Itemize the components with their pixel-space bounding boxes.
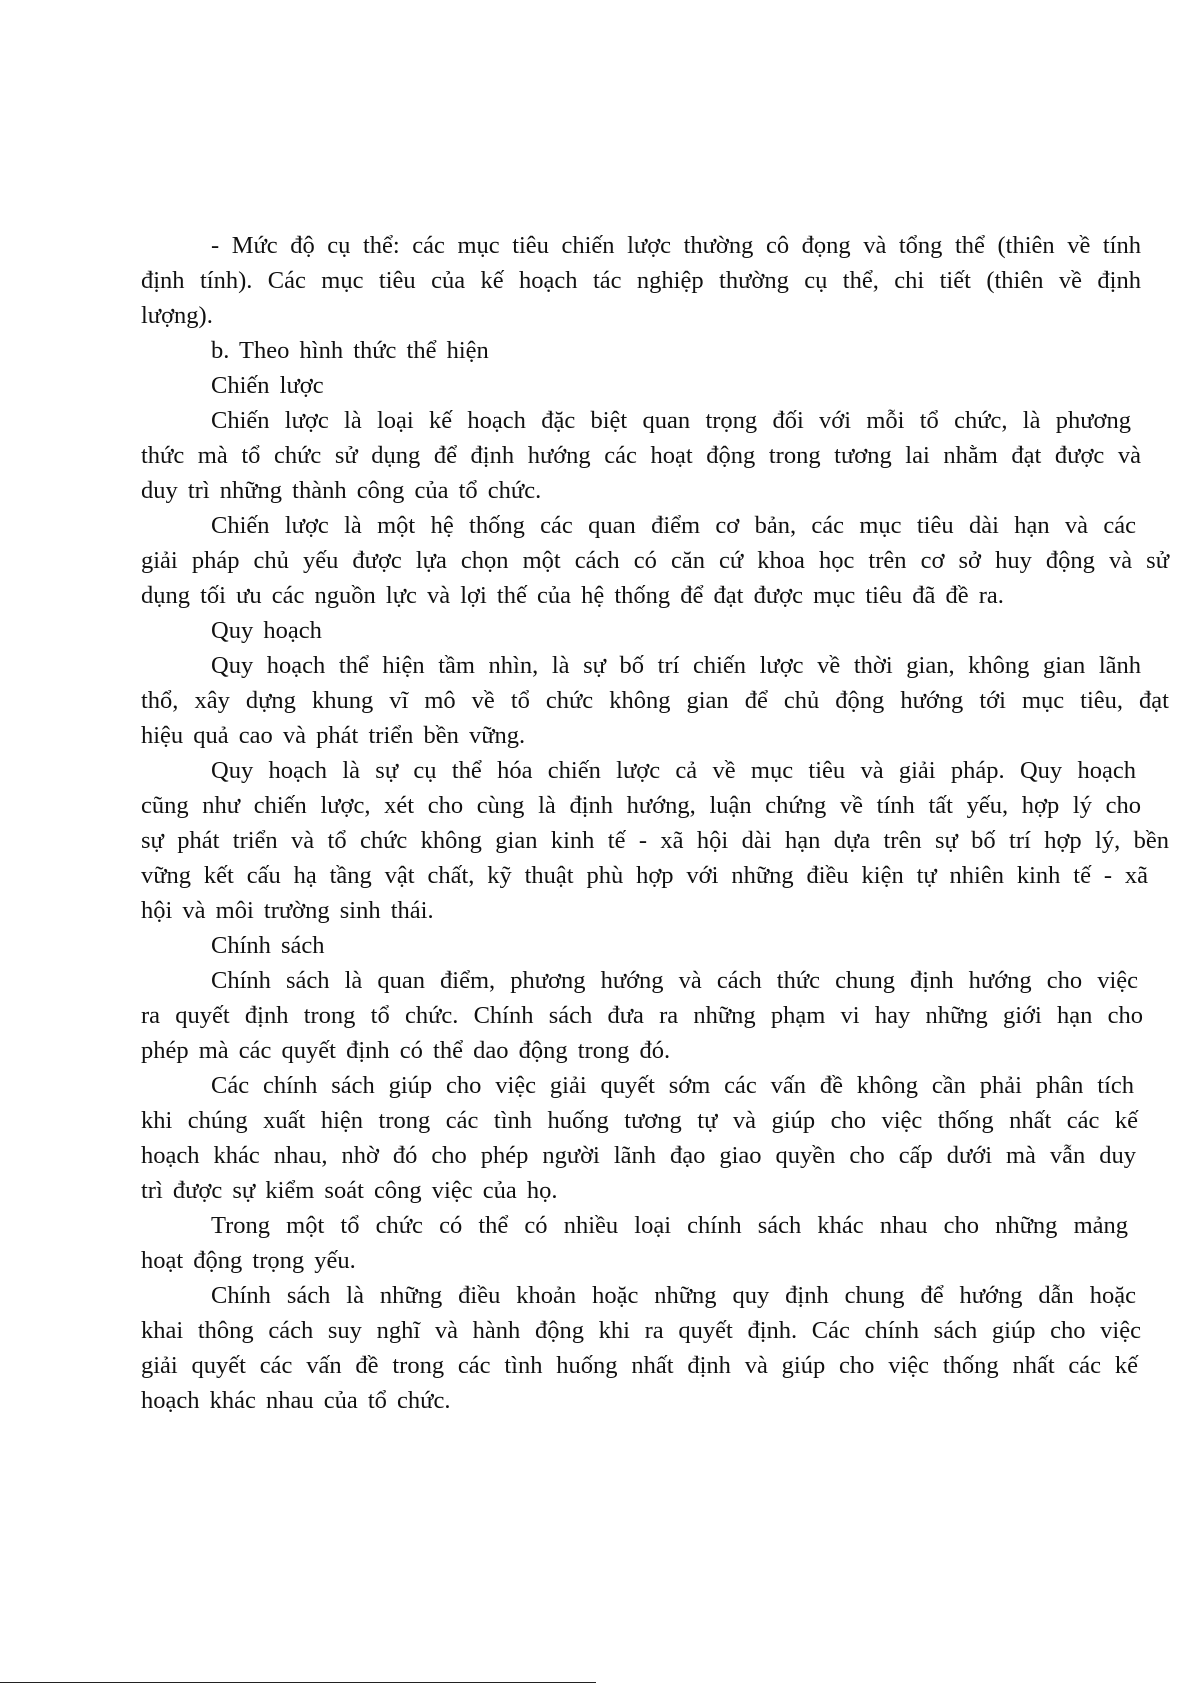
text-line: ra quyết định trong tổ chức. Chính sách đưa ra những phạm vi hay những giới hạn cho bbox=[141, 1002, 1143, 1029]
text-line: Quy hoạch thể hiện tầm nhìn, là sự bố trí chiến lược về thời gian, không gian lãnh bbox=[211, 652, 1141, 679]
document-body bbox=[141, 228, 1169, 1418]
text-line: Chiến lược bbox=[211, 372, 324, 399]
text-line: Chiến lược là loại kế hoạch đặc biệt quan trọng đối với mỗi tổ chức, là phương bbox=[211, 407, 1131, 434]
text-line: hiệu quả cao và phát triển bền vững. bbox=[141, 722, 526, 749]
text-line: Chính sách là quan điểm, phương hướng và cách thức chung định hướng cho việc bbox=[211, 967, 1138, 994]
text-line: khai thông cách suy nghĩ và hành động khi ra quyết định. Các chính sách giúp cho việc bbox=[141, 1317, 1141, 1344]
text-line: định tính). Các mục tiêu của kế hoạch tác nghiệp thường cụ thể, chi tiết (thiên về định bbox=[141, 267, 1141, 294]
text-line: hoạch khác nhau của tổ chức. bbox=[141, 1387, 451, 1414]
text-line: Chính sách là những điều khoản hoặc những quy định chung để hướng dẫn hoặc bbox=[211, 1282, 1136, 1309]
text-line: - Mức độ cụ thể: các mục tiêu chiến lược thường cô đọng và tổng thể (thiên về tính bbox=[211, 232, 1141, 259]
text-line: duy trì những thành công của tổ chức. bbox=[141, 477, 542, 504]
text-line: giải quyết các vấn đề trong các tình huống nhất định và giúp cho việc thống nhất các kế bbox=[141, 1352, 1138, 1379]
text-line: dụng tối ưu các nguồn lực và lợi thế của hệ thống để đạt được mục tiêu đã đề ra. bbox=[141, 582, 1004, 609]
text-line: thổ, xây dựng khung vĩ mô về tổ chức không gian để chủ động hướng tới mục tiêu, đạt bbox=[141, 687, 1169, 714]
text-line: sự phát triển và tổ chức không gian kinh tế - xã hội dài hạn dựa trên sự bố trí hợp lý, bền bbox=[141, 827, 1169, 854]
text-line: hoạt động trọng yếu. bbox=[141, 1247, 356, 1274]
footnote-separator-line bbox=[0, 1682, 596, 1683]
text-line: hội và môi trường sinh thái. bbox=[141, 897, 434, 924]
text-line: thức mà tổ chức sử dụng để định hướng các hoạt động trong tương lai nhằm đạt được và bbox=[141, 442, 1141, 469]
text-line: lượng). bbox=[141, 302, 213, 329]
text-line: Trong một tổ chức có thể có nhiều loại chính sách khác nhau cho những mảng bbox=[211, 1212, 1128, 1239]
text-line: Quy hoạch là sự cụ thể hóa chiến lược cả về mục tiêu và giải pháp. Quy hoạch bbox=[211, 757, 1136, 784]
text-line: cũng như chiến lược, xét cho cùng là định hướng, luận chứng về tính tất yếu, hợp lý cho bbox=[141, 792, 1141, 819]
text-line: Quy hoạch bbox=[211, 617, 322, 644]
text-line: hoạch khác nhau, nhờ đó cho phép người lãnh đạo giao quyền cho cấp dưới mà vẫn duy bbox=[141, 1142, 1136, 1169]
text-line: trì được sự kiểm soát công việc của họ. bbox=[141, 1177, 558, 1204]
text-line: phép mà các quyết định có thể dao động trong đó. bbox=[141, 1037, 671, 1064]
text-line: vững kết cấu hạ tầng vật chất, kỹ thuật phù hợp với những điều kiện tự nhiên kinh tế - xã bbox=[141, 862, 1148, 889]
text-line: Chính sách bbox=[211, 932, 325, 959]
text-line: b. Theo hình thức thể hiện bbox=[211, 337, 489, 364]
text-line: khi chúng xuất hiện trong các tình huống tương tự và giúp cho việc thống nhất các kế bbox=[141, 1107, 1138, 1134]
text-line: giải pháp chủ yếu được lựa chọn một cách có căn cứ khoa học trên cơ sở huy động và sử bbox=[141, 547, 1169, 574]
text-line: Chiến lược là một hệ thống các quan điểm cơ bản, các mục tiêu dài hạn và các bbox=[211, 512, 1136, 539]
text-line: Các chính sách giúp cho việc giải quyết sớm các vấn đề không cần phải phân tích bbox=[211, 1072, 1134, 1099]
